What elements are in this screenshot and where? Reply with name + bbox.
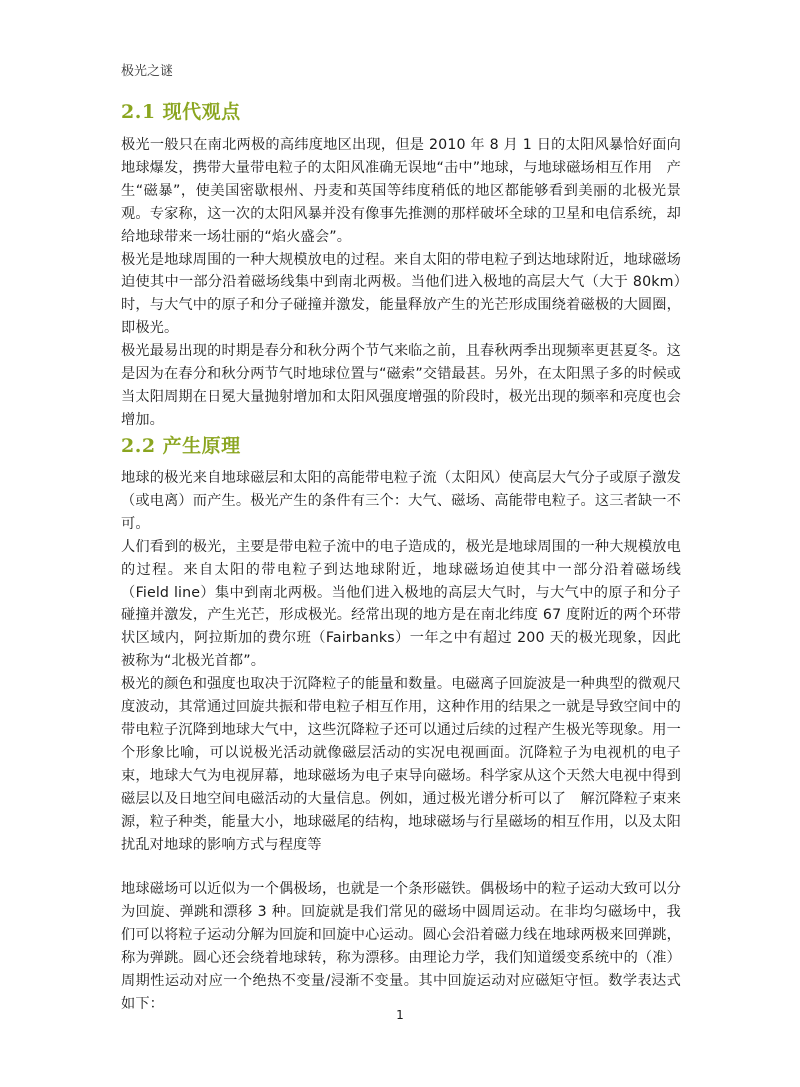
paragraph: 人们看到的极光，主要是带电粒子流中的电子造成的，极光是地球周围的一种大规模放电的过程。来自太阳的带电粒子到达地球附近，地球磁场迫使其中一部分沿着磁场线（Field line）集中到南北两极。当他们进入极地的高层大气时，与大气中的原子和分子碰撞并激发，产生光芒，形成极光。经常出现的地方是在南北纬度 67 度附近的两个环带状区域内，阿拉斯加的费尔班（Fairbanks）一年之中有超过 200 天的极光现象，因此被称为“北极光首都”。 [121, 538, 681, 670]
page-number: 1 [396, 1008, 404, 1022]
paragraph: 地球磁场可以近似为一个偶极场，也就是一个条形磁铁。偶极场中的粒子运动大致可以分为回旋、弹跳和漂移 3 种。回旋就是我们常见的磁场中圆周运动。在非均匀磁场中，我们可以将粒子运动分解为回旋和回旋中心运动。圆心会沿着磁力线在地球两极来回弹跳，称为弹跳。圆心还会绕着地球转，称为漂移。由理论力学，我们知道缓变系统中的（准）周期性运动对应一个绝热不变量/浸渐不变量。其中回旋运动对应磁矩守恒。数学表达式如下： [121, 881, 681, 1012]
paragraph: 极光的颜色和强度也取决于沉降粒子的能量和数量。电磁离子回旋波是一种典型的微观尺度波动，其常通过回旋共振和带电粒子相互作用，这种作用的结果之一就是导致空间中的带电粒子沉降到地球大气中，这些沉降粒子还可以通过后续的过程产生极光等现象。用一个形象比喻，可以说极光活动就像磁层活动的实况电视画面。沉降粒子为电视机的电子束，地球大气为电视屏幕，地球磁场为电子束导向磁场。科学家从这个天然大电视中得到磁层以及日地空间电磁活动的大量信息。例如，通过极光谱分析可以了 解沉降粒子束来源，粒子种类，能量大小，地球磁尾的结构，地球磁场与行星磁场的相互作用，以及太阳扰乱对地球的影响方式与程度等 [121, 676, 681, 853]
paragraph: 地球的极光来自地球磁层和太阳的高能带电粒子流（太阳风）使高层大气分子或原子激发（或电离）而产生。极光产生的条件有三个：大气、磁场、高能带电粒子。这三者缺一不可。 [121, 470, 681, 532]
paragraph: 极光一般只在南北两极的高纬度地区出现，但是 2010 年 8 月 1 日的太阳风暴恰好面向地球爆发，携带大量带电粒子的太阳风准确无误地“击中”地球，与地球磁场相互作用 产生“磁暴”，使美国密歇根州、丹麦和英国等纬度稍低的地区都能够看到美丽的北极光景观。专家称，这一次的太阳风暴并没有像事先推测的那样破坏全球的卫星和电信系统，却给地球带来一场壮丽的“焰火盛会”。 [121, 137, 681, 245]
section-heading-modern-views: 2.1 现代观点 [121, 101, 241, 123]
paragraph: 极光是地球周围的一种大规模放电的过程。来自太阳的带电粒子到达地球附近，地球磁场迫使其中一部分沿着磁场线集中到南北两极。当他们进入极地的高层大气（大于 80km）时，与大气中的原子和分子碰撞并激发，能量释放产生的光芒形成围绕着磁极的大圆圈，即极光。 [121, 251, 681, 337]
paragraph: 极光最易出现的时期是春分和秋分两个节气来临之前，且春秋两季出现频率更甚夏冬。这是因为在春分和秋分两节气时地球位置与“磁索”交错最甚。另外，在太阳黑子多的时候或当太阳周期在日冕大量抛射增加和太阳风强度增强的阶段时，极光出现的频率和亮度也会增加。 [121, 343, 681, 428]
section-body-formation-principle [121, 467, 681, 1016]
section-body-modern-views [121, 134, 681, 432]
section-heading-formation-principle: 2.2 产生原理 [121, 435, 241, 457]
running-header: 极光之谜 [121, 64, 174, 79]
